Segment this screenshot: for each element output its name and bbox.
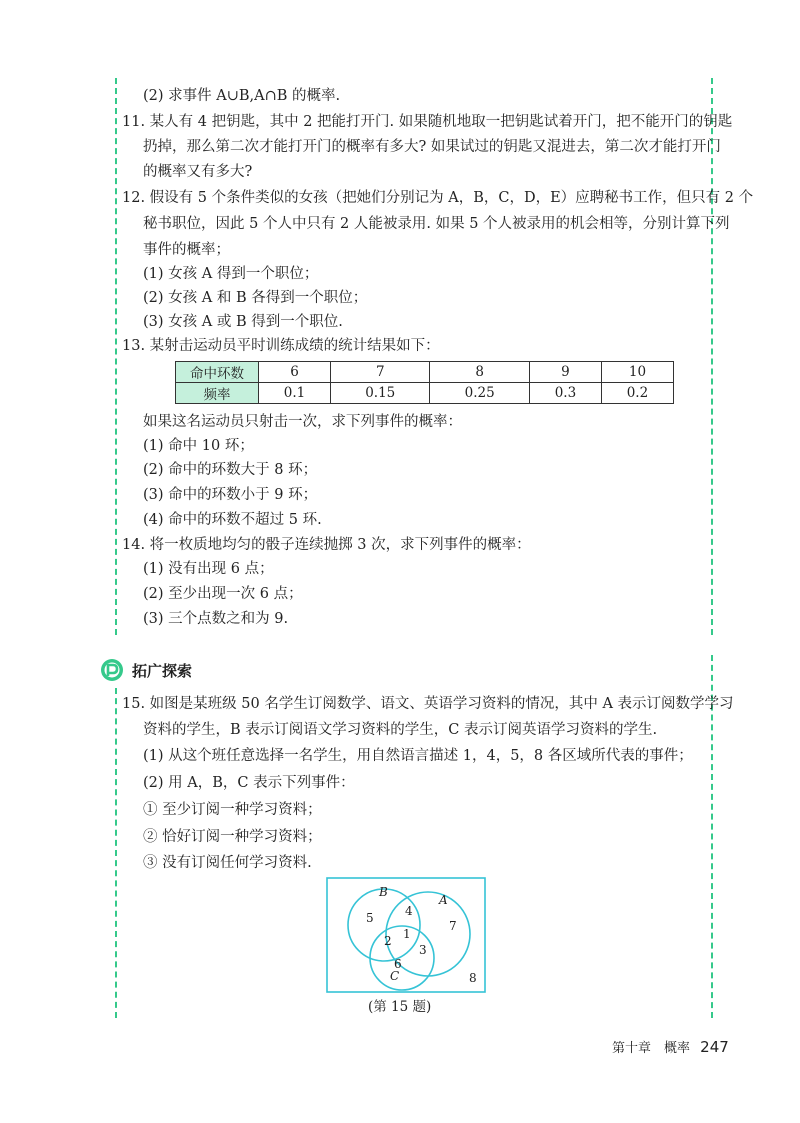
- q12-line3: 事件的概率；: [143, 242, 230, 258]
- q13-part3: (3) 命中的环数小于 9 环；: [143, 487, 318, 503]
- q14-part1: (1) 没有出现 6 点；: [143, 561, 274, 577]
- region-6: 6: [394, 957, 402, 971]
- q11-line1: 11. 某人有 4 把钥匙，其中 2 把能打开门. 如果随机地取一把钥匙试着开门，把不能开门的钥匙: [122, 114, 733, 130]
- q13-line1: 13. 某射击运动员平时训练成绩的统计结果如下：: [122, 338, 440, 354]
- region-3: 3: [419, 943, 427, 957]
- table-cell: 6: [259, 362, 331, 383]
- q15-part2: (2) 用 A，B，C 表示下列事件：: [143, 775, 355, 791]
- table-cell: 7: [331, 362, 430, 383]
- table-cell: 10: [601, 362, 673, 383]
- q15-line2: 资料的学生，B 表示订阅语文学习资料的学生，C 表示订阅英语学习资料的学生.: [143, 722, 658, 738]
- q12-line2: 秘书职位，因此 5 个人中只有 2 人能被录用. 如果 5 个人被录用的机会相等，分别计算下列: [143, 216, 730, 232]
- region-1: 1: [403, 927, 411, 941]
- q15-choice1: ① 至少订阅一种学习资料；: [143, 802, 322, 818]
- q13-part2: (2) 命中的环数大于 8 环；: [143, 462, 318, 478]
- chapter-label: 第十章 概率: [612, 1041, 691, 1056]
- left-dashed-rule-bottom: [115, 688, 117, 1018]
- q12-part3: (3) 女孩 A 或 B 得到一个职位.: [143, 314, 343, 330]
- figure-caption: (第 15 题): [368, 999, 432, 1015]
- left-dashed-rule-top: [115, 78, 117, 635]
- set-c-circle: [370, 926, 434, 990]
- q14-part2: (2) 至少出现一次 6 点；: [143, 586, 303, 602]
- q15-line1: 15. 如图是某班级 50 名学生订阅数学、语文、英语学习资料的情况，其中 A 表示订阅数学学习: [122, 696, 734, 712]
- region-5: 5: [366, 911, 374, 925]
- set-a-label: A: [439, 893, 448, 907]
- table-row: [176, 383, 674, 404]
- q14-part3: (3) 三个点数之和为 9.: [143, 611, 289, 627]
- region-4: 4: [405, 904, 413, 918]
- table-cell: 0.2: [601, 383, 673, 404]
- section-heading: [100, 657, 192, 683]
- set-b-circle: [348, 889, 420, 961]
- q13-line2: 如果这名运动员只射击一次，求下列事件的概率：: [143, 414, 462, 430]
- q11-line3: 的概率又有多大?: [143, 164, 253, 180]
- q12-part1: (1) 女孩 A 得到一个职位；: [143, 266, 319, 282]
- table-cell: 9: [529, 362, 601, 383]
- region-2: 2: [384, 934, 392, 948]
- table-cell: 0.15: [331, 383, 430, 404]
- q11-line2: 扔掉，那么第二次才能打开门的概率有多大? 如果试过的钥匙又混进去，第二次才能打开门: [143, 139, 721, 155]
- page-footer: [612, 1037, 729, 1056]
- page-number: 247: [700, 1038, 729, 1056]
- table-cell: 8: [430, 362, 529, 383]
- table-cell: 0.1: [259, 383, 331, 404]
- venn-diagram-svg: [326, 877, 486, 993]
- venn-diagram: [326, 877, 486, 997]
- q14-line1: 14. 将一枚质地均匀的骰子连续抛掷 3 次，求下列事件的概率：: [122, 537, 531, 553]
- region-7: 7: [449, 919, 457, 933]
- region-8: 8: [469, 971, 477, 985]
- right-dashed-rule-top: [711, 78, 713, 635]
- q13-part4: (4) 命中的环数不超过 5 环.: [143, 512, 322, 528]
- table-row: [176, 362, 674, 383]
- q15-choice3: ③ 没有订阅任何学习资料.: [143, 855, 312, 871]
- table-cell: 0.3: [529, 383, 601, 404]
- q13-part1: (1) 命中 10 环；: [143, 438, 254, 454]
- shooting-stats-table: [175, 361, 674, 404]
- q12-line1: 12. 假设有 5 个条件类似的女孩（把她们分别记为 A，B，C，D，E）应聘秘书工作，但只有 2 个: [122, 190, 754, 206]
- set-b-label: B: [379, 885, 388, 899]
- q10-part2: (2) 求事件 A∪B,A∩B 的概率.: [143, 88, 341, 104]
- q15-part1: (1) 从这个班任意选择一名学生，用自然语言描述 1，4，5，8 各区域所代表的事件；: [143, 748, 693, 764]
- table-header-cell: 命中环数: [176, 362, 259, 383]
- section-title: 拓广探索: [132, 661, 193, 680]
- set-c-label: C: [390, 969, 400, 983]
- extension-explore-icon: [100, 658, 124, 682]
- table-cell: 0.25: [430, 383, 529, 404]
- table-header-cell: 频率: [176, 383, 259, 404]
- q15-choice2: ② 恰好订阅一种学习资料；: [143, 829, 322, 845]
- q12-part2: (2) 女孩 A 和 B 各得到一个职位；: [143, 290, 368, 306]
